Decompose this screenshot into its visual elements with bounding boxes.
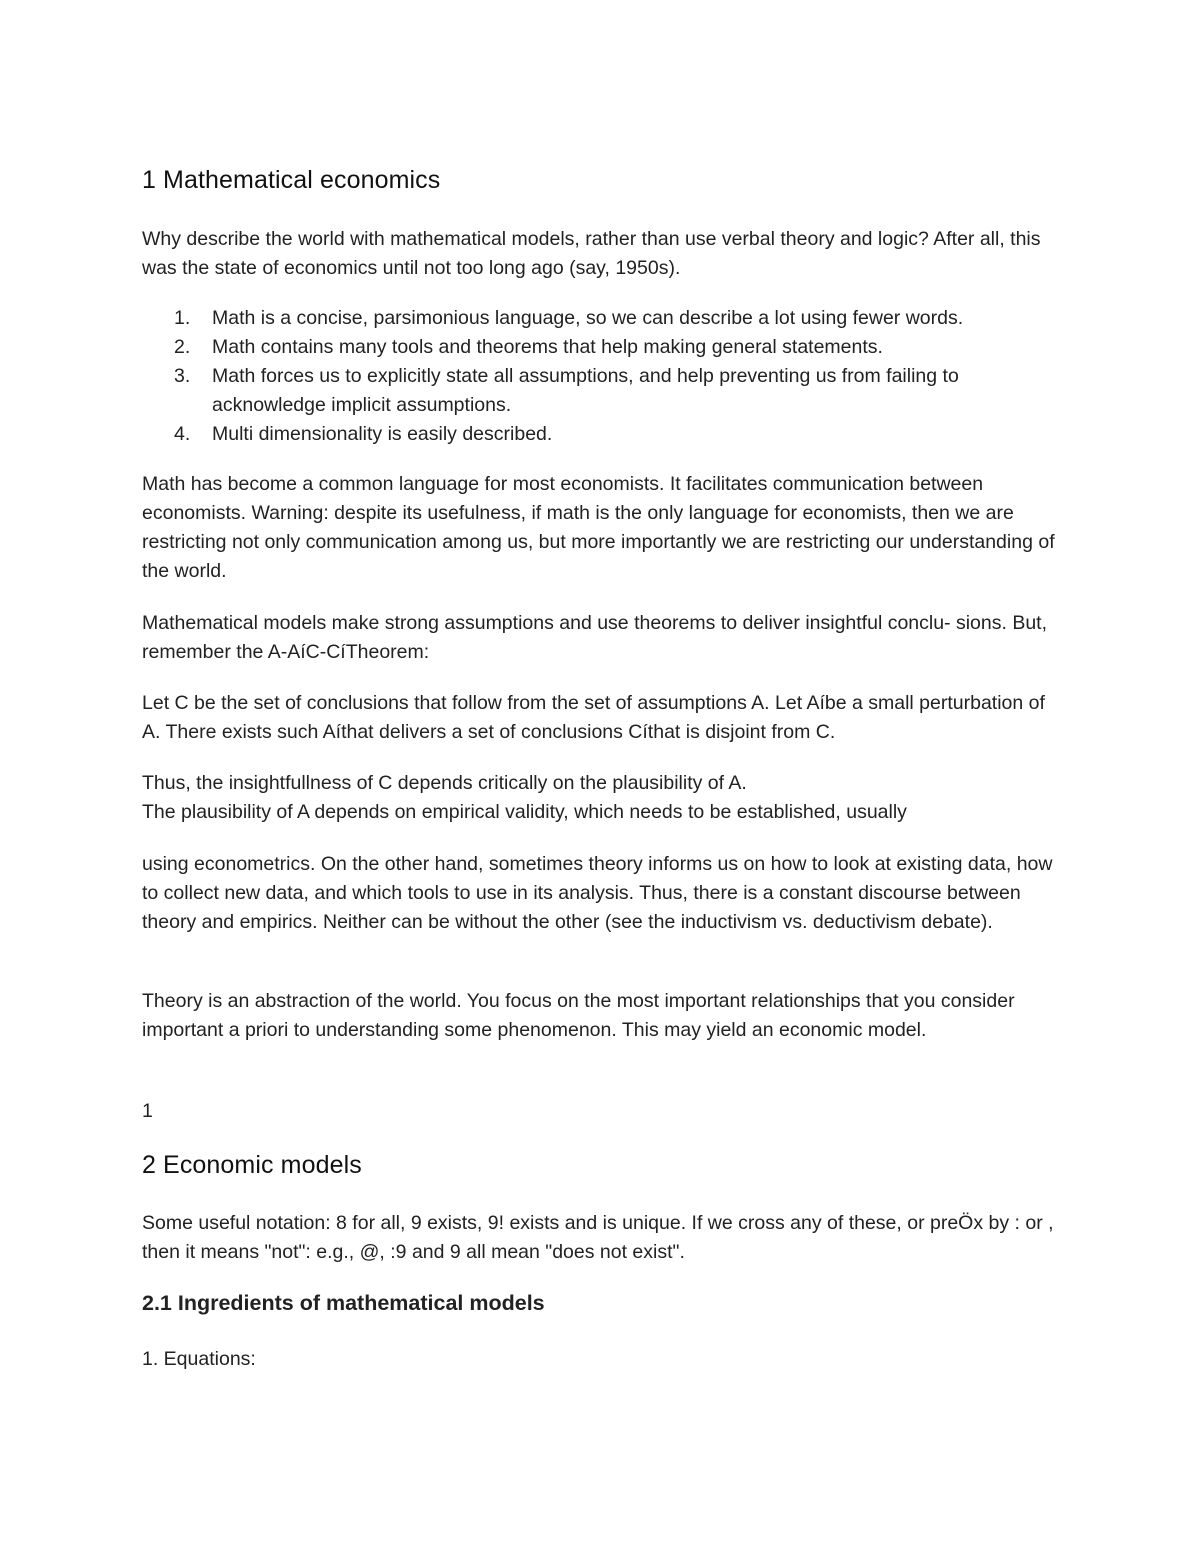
section-heading-mathematical-economics: 1 Mathematical economics: [142, 166, 441, 194]
list-text: Multi dimensionality is easily described.: [212, 423, 553, 445]
equations-item: 1. Equations:: [142, 1348, 256, 1370]
plausibility-line: The plausibility of A depends on empirical validity, which needs to be established, usually: [142, 801, 907, 823]
list-item: [142, 333, 1062, 362]
list-number: 1.: [174, 307, 191, 329]
list-text: Math is a concise, parsimonious language, so we can describe a lot using fewer words.: [212, 307, 964, 329]
list-item: [142, 304, 1062, 333]
theory-paragraph: Theory is an abstraction of the world. You focus on the most important relationships that you consider important a priori to understanding some phenomenon. This may yield an economic model.: [142, 990, 1015, 1041]
list-number: 4.: [174, 423, 191, 445]
insightfulness-line: Thus, the insightfullness of C depends critically on the plausibility of A.: [142, 772, 747, 794]
page-number: 1: [142, 1100, 153, 1122]
list-text: Math forces us to explicitly state all assumptions, and help preventing us from failing to acknowledge implicit assumptions.: [212, 365, 959, 416]
econometrics-paragraph: using econometrics. On the other hand, sometimes theory informs us on how to look at existing data, how to collect new data, and which tools to use in its analysis. Thus, there is a constant discourse between theory and empirics. Neither can be without the other (see the inductivism vs. deductivism debate).: [142, 853, 1053, 933]
intro-paragraph: Why describe the world with mathematical models, rather than use verbal theory and logic? After all, this was the state of economics until not too long ago (say, 1950s).: [142, 228, 1041, 279]
theorem-paragraph: Let C be the set of conclusions that follow from the set of assumptions A. Let Aíbe a small perturbation of A. There exists such Aíthat delivers a set of conclusions Cíthat is disjoint from C.: [142, 692, 1045, 743]
list-item: [142, 420, 1062, 449]
notation-paragraph: Some useful notation: 8 for all, 9 exists, 9! exists and is unique. If we cross any of these, or preÖx by : or , then it means "not": e.g., @, :9 and 9 all mean "does not exist".: [142, 1212, 1054, 1263]
list-item: [142, 362, 1062, 420]
section-heading-economic-models: 2 Economic models: [142, 1151, 362, 1179]
list-text: Math contains many tools and theorems that help making general statements.: [212, 336, 883, 358]
list-number: 2.: [174, 336, 191, 358]
common-language-paragraph: Math has become a common language for most economists. It facilitates communication between economists. Warning: despite its usefulness, if math is the only language for economists, then we are restricting not only communication among us, but more importantly we are restricting our understanding of the world.: [142, 473, 1055, 582]
reasons-list: [142, 304, 1062, 449]
subheading-ingredients: 2.1 Ingredients of mathematical models: [142, 1291, 545, 1315]
list-number: 3.: [174, 365, 191, 387]
models-paragraph: Mathematical models make strong assumptions and use theorems to deliver insightful conclu- sions. But, remember the A-AíC-CíTheorem:: [142, 612, 1048, 663]
